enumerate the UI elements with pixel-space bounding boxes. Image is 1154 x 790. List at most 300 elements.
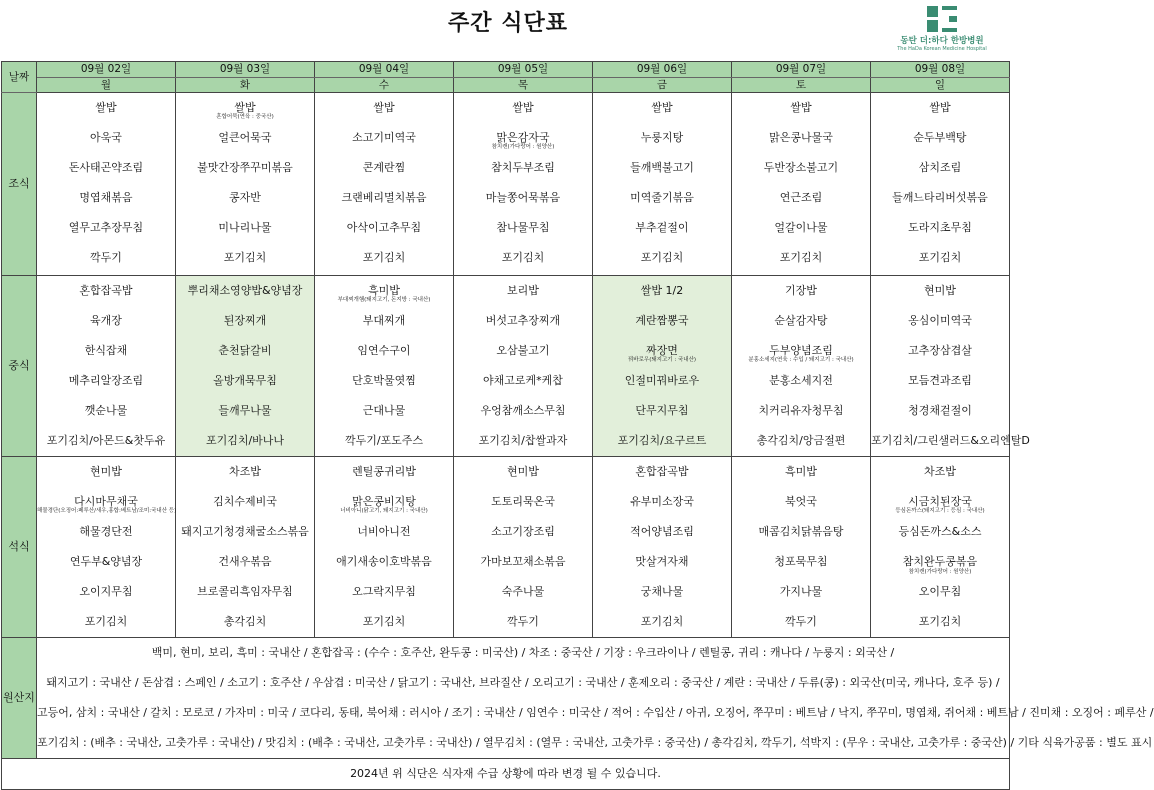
dish-name: 고추장삼겹살 xyxy=(908,344,972,357)
date-cell: 09월 05일 xyxy=(454,62,593,78)
dish xyxy=(732,487,870,517)
dish-name: 혼합잡곡밥 xyxy=(79,284,133,297)
dish-name: 맑은콩나물국 xyxy=(769,131,833,144)
weekday-cell: 일 xyxy=(871,78,1010,93)
dish xyxy=(871,306,1009,336)
dish-name: 현미밥 xyxy=(507,465,539,478)
hospital-logo-icon xyxy=(927,6,957,32)
dish xyxy=(732,213,870,243)
dish xyxy=(315,366,453,396)
dish xyxy=(454,547,592,577)
dish-name: 쌀밥 xyxy=(929,101,951,114)
dish xyxy=(593,243,731,273)
dish xyxy=(454,93,592,123)
dish xyxy=(732,357,870,396)
dish-name: 건새우볶음 xyxy=(218,555,272,568)
dish xyxy=(871,153,1009,183)
breakfast-cell xyxy=(454,93,593,276)
dish-name: 뿌리채소영양밥&양념장 xyxy=(187,284,303,297)
dish xyxy=(871,396,1009,426)
dish xyxy=(454,457,592,487)
dish xyxy=(454,426,592,456)
dish xyxy=(176,517,314,547)
dish-name: 한식잡채 xyxy=(84,344,128,357)
dish-name: 콩자반 xyxy=(229,191,261,204)
dish-name: 오삼불고기 xyxy=(496,344,550,357)
dish-name: 기장밥 xyxy=(785,284,817,297)
dinner-cell xyxy=(315,457,454,638)
dish-name: 포기김치/바나나 xyxy=(205,434,285,447)
dish xyxy=(315,213,453,243)
dish xyxy=(593,183,731,213)
dish-name: 맛살겨자채 xyxy=(635,555,689,568)
breakfast-cell xyxy=(871,93,1010,276)
dish xyxy=(176,487,314,517)
dish xyxy=(176,366,314,396)
dish-name: 포기김치/요구르트 xyxy=(617,434,707,447)
dish-name: 현미밥 xyxy=(90,465,122,478)
dinner-cell xyxy=(37,457,176,638)
lunch-cell xyxy=(593,276,732,457)
dish-origin-note: 해물경단(오징어:페루산/새우,홍합:베트남/조미:국내산 등) xyxy=(37,508,177,514)
dish-name: 인절미꿔바로우 xyxy=(624,374,700,387)
dish xyxy=(593,357,731,396)
dish-name: 들깨백불고기 xyxy=(630,161,694,174)
date-cell: 09월 04일 xyxy=(315,62,454,78)
dish-name: 오이무침 xyxy=(918,585,962,598)
date-cell: 09월 06일 xyxy=(593,62,732,78)
dish-name: 등심돈까스&소스 xyxy=(898,525,982,538)
dish xyxy=(732,183,870,213)
dish-name: 차조밥 xyxy=(229,465,261,478)
dish-name: 누룽지탕 xyxy=(640,131,684,144)
dish xyxy=(315,396,453,426)
dish xyxy=(593,213,731,243)
dish-name: 차조밥 xyxy=(924,465,956,478)
date-row xyxy=(2,62,1010,78)
weekly-menu-table xyxy=(1,61,1154,790)
dish-name: 버섯고추장찌개 xyxy=(485,314,561,327)
dish xyxy=(732,607,870,637)
dish-name: 렌틸콩귀리밥 xyxy=(352,465,416,478)
dish-name: 연근조림 xyxy=(779,191,823,204)
dish xyxy=(37,306,175,336)
dish-name: 소고기장조림 xyxy=(491,525,555,538)
dish-name: 임연수구이 xyxy=(357,344,411,357)
dish xyxy=(315,508,453,547)
dish xyxy=(454,396,592,426)
dish-name: 아삭이고추무침 xyxy=(346,221,422,234)
dish xyxy=(315,607,453,637)
dish-name: 모듬견과조림 xyxy=(908,374,972,387)
dish-name: 참나물무침 xyxy=(496,221,550,234)
lunch-cell xyxy=(454,276,593,457)
date-cell: 09월 02일 xyxy=(37,62,176,78)
dish-name: 김치수제비국 xyxy=(213,495,277,508)
dish-name: 매콤김치닭볶음탕 xyxy=(758,525,844,538)
dinner-cell xyxy=(732,457,871,638)
dish-origin-note: 등심돈까스(돼지고기 : 등심 : 국내산) xyxy=(895,508,985,514)
date-cell: 09월 08일 xyxy=(871,62,1010,78)
dish xyxy=(315,547,453,577)
breakfast-cell xyxy=(593,93,732,276)
dish-name: 포기김치 xyxy=(362,251,406,264)
lunch-label: 중식 xyxy=(2,276,37,457)
dish-name: 메추리알장조림 xyxy=(68,374,144,387)
hospital-name-english: The HaDa Korean Medicine Hospital xyxy=(897,46,987,52)
dish-name: 미나리나물 xyxy=(218,221,272,234)
dinner-row xyxy=(2,457,1010,638)
dish xyxy=(37,213,175,243)
dish xyxy=(593,93,731,123)
dish xyxy=(176,457,314,487)
page-title: 주간 식단표 xyxy=(448,11,568,36)
dish-name: 마늘쫑어묵볶음 xyxy=(485,191,561,204)
dish-origin-note: 너비아니(닭고기, 돼지고기 : 국내산) xyxy=(340,508,428,514)
origin-line: 포기김치 : (배추 : 국내산, 고춧가루 : 국내산) / 맛김치 : (배추 : 국내산, 고춧가루 : 국내산) / 열무김치 : (열무 : 국내산, 고춧가루 : 중국산) / 총각김치, 깍두기, 석박지 : (무우 : 국내산, 고춧가루 : 중국산) / 기타 식육가공품 : 별도 표시 xyxy=(37,736,1153,749)
dish xyxy=(454,487,592,517)
dish xyxy=(593,123,731,153)
dish xyxy=(454,517,592,547)
dish-name: 포기김치 xyxy=(223,251,267,264)
dish-name: 짜장면 xyxy=(646,344,678,357)
dish-name: 크랜베리멸치볶음 xyxy=(341,191,427,204)
weekday-cell: 월 xyxy=(37,78,176,93)
dish-origin-note: 분홍소세지(연육 : 수입 / 돼지고기 : 국내산) xyxy=(748,357,854,363)
dish-name: 해물경단전 xyxy=(79,525,133,538)
dish-name: 참치완두콩볶음 xyxy=(902,555,978,568)
dish-name: 포기김치 xyxy=(918,251,962,264)
dish-name: 가마보꼬채소볶음 xyxy=(480,555,566,568)
dish-name: 깍두기 xyxy=(90,251,122,264)
dish-name: 돈사태곤약조림 xyxy=(68,161,144,174)
dish-name: 적어양념조림 xyxy=(630,525,694,538)
notice: 2024년 위 식단은 식자재 수급 상황에 따라 변경 될 수 있습니다. xyxy=(2,759,1010,790)
dish xyxy=(37,547,175,577)
date-label: 날짜 xyxy=(2,62,37,93)
dish-name: 근대나물 xyxy=(362,404,406,417)
dish-name: 포기김치 xyxy=(640,251,684,264)
dish-name: 우엉참깨소스무침 xyxy=(480,404,566,417)
dish xyxy=(37,183,175,213)
date-cell: 09월 03일 xyxy=(176,62,315,78)
dish xyxy=(176,306,314,336)
dish-name: 북엇국 xyxy=(785,495,817,508)
dish-name: 애기새송이호박볶음 xyxy=(336,555,432,568)
dish-name: 오이지무침 xyxy=(79,585,133,598)
dish-name: 얼갈이나물 xyxy=(774,221,828,234)
dish xyxy=(593,487,731,517)
dish xyxy=(871,276,1009,306)
dish-name: 포기김치 xyxy=(640,615,684,628)
dish xyxy=(37,93,175,123)
dish xyxy=(593,607,731,637)
dish xyxy=(37,426,175,456)
dish xyxy=(176,577,314,607)
breakfast-row xyxy=(2,93,1010,276)
breakfast-label: 조식 xyxy=(2,93,37,276)
dish xyxy=(732,426,870,456)
dish-name: 불맛간장쭈꾸미볶음 xyxy=(197,161,293,174)
origin-label: 원산지 xyxy=(2,638,37,759)
dish xyxy=(37,457,175,487)
dish xyxy=(871,183,1009,213)
dish xyxy=(593,457,731,487)
dish-name: 열무고추장무침 xyxy=(68,221,144,234)
dish xyxy=(176,243,314,273)
dish-name: 된장찌개 xyxy=(223,314,267,327)
dish xyxy=(732,577,870,607)
hospital-logo xyxy=(882,6,1002,52)
lunch-cell xyxy=(176,276,315,457)
dish-name: 쌀밥 xyxy=(373,101,395,114)
dish xyxy=(593,306,731,336)
dish-name: 두반장소불고기 xyxy=(763,161,839,174)
dinner-label: 석식 xyxy=(2,457,37,638)
dish-name: 포기김치 xyxy=(362,615,406,628)
dish-name: 쌀밥 xyxy=(95,101,117,114)
dish-name: 순두부백탕 xyxy=(913,131,967,144)
dish xyxy=(315,426,453,456)
dish-name: 쌀밥 xyxy=(512,101,534,114)
dish-name: 가지나물 xyxy=(779,585,823,598)
dish-name: 야채고로케*케찹 xyxy=(483,374,563,387)
dinner-cell xyxy=(454,457,593,638)
dish-name: 단호박물엿찜 xyxy=(352,374,416,387)
origin-line: 돼지고기 : 국내산 / 돈삼겹 : 스페인 / 소고기 : 호주산 / 우삼겹 : 미국산 / 닭고기 : 국내산, 브라질산 / 오리고기 : 국내산 / 훈제오리 : 중국산 / 계란 : 국내산 / 두류(콩) : 외국산(미국, 캐나다, 호주 등) / xyxy=(46,676,1000,689)
dish xyxy=(37,243,175,273)
dish xyxy=(871,547,1009,577)
dish-name: 포기김치/아몬드&찻두유 xyxy=(46,434,166,447)
dish-origin-note: 부대찌개햄(돼지고기, 돈지방 : 국내산) xyxy=(337,297,431,303)
dish xyxy=(732,123,870,153)
weekday-cell: 금 xyxy=(593,78,732,93)
dish-name: 청포묵무침 xyxy=(774,555,828,568)
dish-name: 미역줄기볶음 xyxy=(630,191,694,204)
dish xyxy=(593,426,731,456)
dish xyxy=(176,153,314,183)
dish-name: 포기김치 xyxy=(918,615,962,628)
dish-name: 흑미밥 xyxy=(785,465,817,478)
dish xyxy=(454,336,592,366)
dish xyxy=(176,276,314,306)
dish xyxy=(315,457,453,487)
dish-name: 포기김치 xyxy=(84,615,128,628)
dish xyxy=(315,297,453,336)
dish-origin-note: 참치캔(가다랑어 : 원양산) xyxy=(908,569,972,575)
dish xyxy=(593,276,731,306)
dish xyxy=(732,517,870,547)
dish-name: 들깨느타리버섯볶음 xyxy=(892,191,988,204)
origin-info xyxy=(37,638,1154,759)
dish-name: 쌀밥 xyxy=(651,101,673,114)
dish-name: 숙주나물 xyxy=(501,585,545,598)
dish xyxy=(37,607,175,637)
dish xyxy=(37,396,175,426)
dish xyxy=(732,547,870,577)
dish-name: 포기김치/그린샐러드&오리엔탈D xyxy=(871,434,1030,447)
dish xyxy=(315,123,453,153)
dish-name: 현미밥 xyxy=(924,284,956,297)
dish-name: 보리밥 xyxy=(507,284,539,297)
dish-name: 깍두기/포도주스 xyxy=(344,434,424,447)
dish-origin-note: 참치캔(가다랑어 : 원양산) xyxy=(491,144,555,150)
dish xyxy=(871,243,1009,273)
dish-name: 돼지고기청경채굴소스볶음 xyxy=(181,525,309,538)
dish-name: 쌀밥 xyxy=(234,101,256,114)
dish-name: 명엽채볶음 xyxy=(79,191,133,204)
breakfast-cell xyxy=(315,93,454,276)
date-cell: 09월 07일 xyxy=(732,62,871,78)
origin-row xyxy=(2,638,1010,759)
dish-name: 포기김치/찹쌀과자 xyxy=(478,434,568,447)
dish xyxy=(871,508,1009,547)
dish xyxy=(871,457,1009,487)
dish xyxy=(454,607,592,637)
dish xyxy=(176,183,314,213)
dish xyxy=(37,276,175,306)
dish xyxy=(454,577,592,607)
dish-name: 포기김치 xyxy=(501,251,545,264)
dish xyxy=(871,366,1009,396)
dish xyxy=(176,426,314,456)
dish xyxy=(37,366,175,396)
dish xyxy=(732,396,870,426)
dish-name: 참치두부조림 xyxy=(491,161,555,174)
dish-origin-note: 혼합어묵(연육 : 중국산) xyxy=(216,114,274,120)
dish xyxy=(871,123,1009,153)
dish xyxy=(732,93,870,123)
dish-name: 너비아니전 xyxy=(357,525,411,538)
dish-name: 도라지초무침 xyxy=(908,221,972,234)
dish-name: 흑미밥 xyxy=(368,284,400,297)
dish xyxy=(315,243,453,273)
dish-name: 부대찌개 xyxy=(362,314,406,327)
dish xyxy=(593,396,731,426)
weekday-cell: 화 xyxy=(176,78,315,93)
lunch-cell xyxy=(871,276,1030,457)
dish xyxy=(871,607,1009,637)
lunch-cell xyxy=(732,276,871,457)
dish-name: 도토리묵온국 xyxy=(491,495,555,508)
dish-name: 청경채겉절이 xyxy=(908,404,972,417)
dish xyxy=(315,93,453,123)
dish-name: 부추겉절이 xyxy=(635,221,689,234)
breakfast-cell xyxy=(37,93,176,276)
dish xyxy=(315,336,453,366)
dish-name: 들깨무나물 xyxy=(218,404,272,417)
dish xyxy=(454,213,592,243)
dish xyxy=(176,114,314,153)
dish xyxy=(732,457,870,487)
dish xyxy=(871,336,1009,366)
dish xyxy=(454,366,592,396)
notice-row xyxy=(2,759,1010,790)
dish xyxy=(176,213,314,243)
weekday-cell: 수 xyxy=(315,78,454,93)
dish-name: 시금치된장국 xyxy=(908,495,972,508)
dish-name: 순살감자탕 xyxy=(774,314,828,327)
dish xyxy=(454,276,592,306)
dish-name: 분홍소세지전 xyxy=(769,374,833,387)
dish-name: 총각김치 xyxy=(223,615,267,628)
dish-name: 쌀밥 xyxy=(790,101,812,114)
origin-line: 고등어, 삼치 : 국내산 / 갈치 : 모로코 / 가자미 : 미국 / 코다리, 동태, 북어채 : 러시아 / 조기 : 국내산 / 임연수 : 미국산 / 적어 : 수입산 / 아귀, 오징어, 쭈꾸미 : 베트남 / 낙지, 쭈꾸미, 명엽채, 쥐어채 : 베트남 / 진미채 : 오징어 : 페루산 / xyxy=(37,706,1154,719)
dish-name: 육개장 xyxy=(90,314,122,327)
dish-name: 포기김치 xyxy=(779,251,823,264)
dish-name: 쌀밥 1/2 xyxy=(640,284,684,297)
dish-name: 다시마무채국 xyxy=(74,495,138,508)
dish-origin-note: 꿔바로우(돼지고기 : 국내산) xyxy=(627,357,697,363)
dinner-cell xyxy=(871,457,1010,638)
dish-name: 올방개묵무침 xyxy=(213,374,277,387)
dish xyxy=(871,577,1009,607)
dish-name: 계란짬뽕국 xyxy=(635,314,689,327)
dish-name: 단무지무침 xyxy=(635,404,689,417)
dish xyxy=(37,336,175,366)
dish-name: 삼치조림 xyxy=(918,161,962,174)
dish xyxy=(593,547,731,577)
dish xyxy=(871,213,1009,243)
dish-name: 치커리유자청무침 xyxy=(758,404,844,417)
dish xyxy=(454,306,592,336)
dish-name: 콘계란찜 xyxy=(362,161,406,174)
dish xyxy=(454,183,592,213)
dish xyxy=(176,547,314,577)
dish-name: 소고기미역국 xyxy=(352,131,416,144)
dish xyxy=(732,243,870,273)
dish-name: 옹심이미역국 xyxy=(908,314,972,327)
weekday-cell: 목 xyxy=(454,78,593,93)
dish xyxy=(732,306,870,336)
dish xyxy=(315,183,453,213)
dish xyxy=(176,396,314,426)
dish xyxy=(176,607,314,637)
dish-name: 얼큰어묵국 xyxy=(218,131,272,144)
weekday-cell: 토 xyxy=(732,78,871,93)
hospital-name: 동탄 더:하다 한방병원 xyxy=(900,36,984,46)
dinner-cell xyxy=(176,457,315,638)
dish xyxy=(454,243,592,273)
dish xyxy=(593,517,731,547)
dish xyxy=(176,336,314,366)
dish xyxy=(37,508,177,547)
dish xyxy=(315,577,453,607)
dish-name: 오그락지무침 xyxy=(352,585,416,598)
dish xyxy=(315,153,453,183)
dish-name: 두부양념조림 xyxy=(769,344,833,357)
dish-name: 유부미소장국 xyxy=(630,495,694,508)
dish xyxy=(732,276,870,306)
dish-name: 맑은콩비지탕 xyxy=(352,495,416,508)
dish-name: 맑은감자국 xyxy=(496,131,550,144)
dish xyxy=(37,123,175,153)
dish-name: 총각김치/앙금절편 xyxy=(756,434,846,447)
weekday-row xyxy=(2,78,1010,93)
breakfast-cell xyxy=(176,93,315,276)
origin-line: 백미, 현미, 보리, 흑미 : 국내산 / 혼합잡곡 : (수수 : 호주산, 완두콩 : 미국산) / 차조 : 중국산 / 기장 : 우크라이나 / 렌틸콩, 귀리 : 캐나다 / 누룽지 : 외국산 / xyxy=(151,646,895,659)
dish-name: 춘천닭갈비 xyxy=(218,344,272,357)
dish xyxy=(37,577,175,607)
dinner-cell xyxy=(593,457,732,638)
dish xyxy=(732,153,870,183)
lunch-row xyxy=(2,276,1010,457)
dish-name: 깍두기 xyxy=(785,615,817,628)
lunch-cell xyxy=(37,276,176,457)
dish xyxy=(37,153,175,183)
dish-name: 아욱국 xyxy=(90,131,122,144)
dish-name: 궁채나물 xyxy=(640,585,684,598)
